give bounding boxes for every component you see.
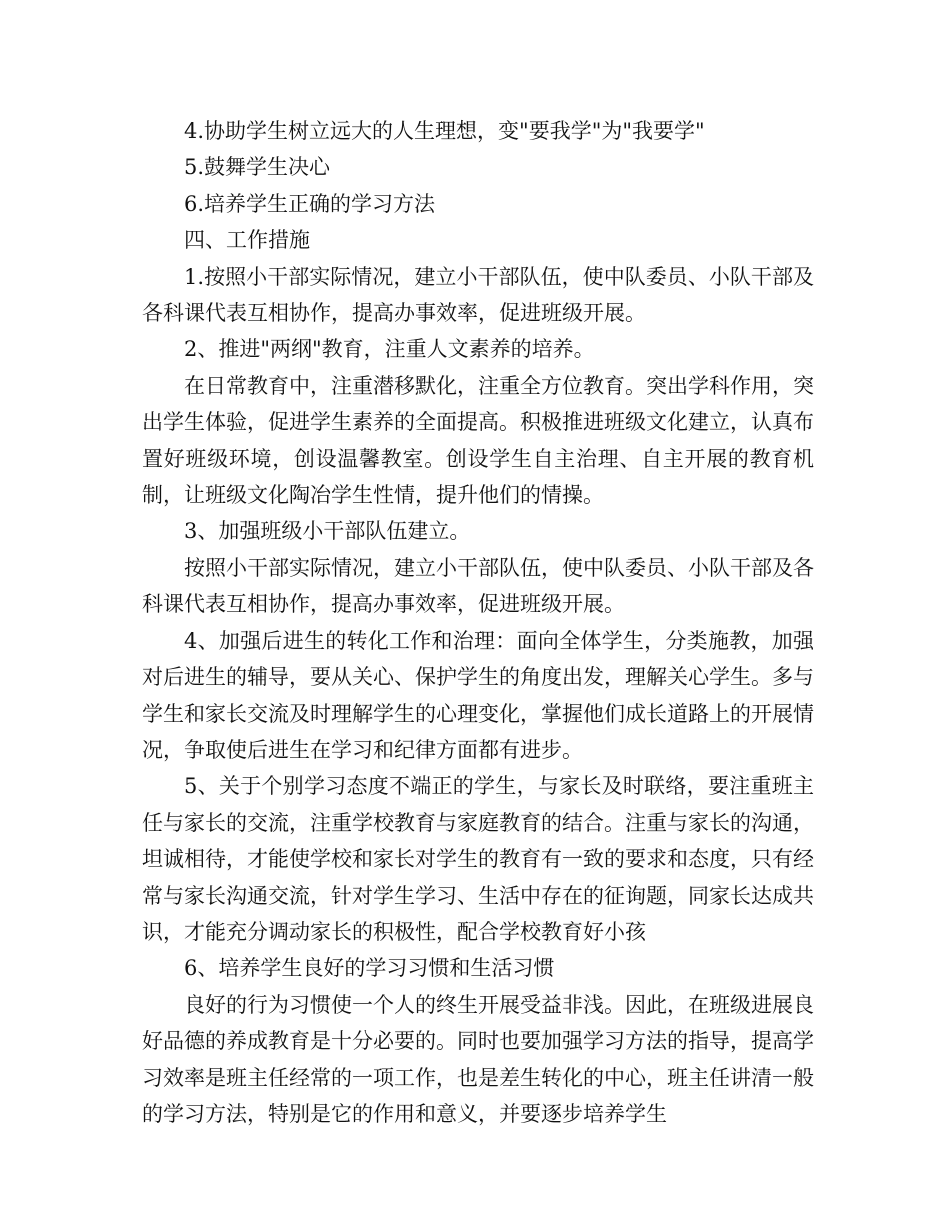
paragraph-measure-6: 6、培养学生良好的学习习惯和生活习惯 — [184, 956, 555, 981]
paragraph-measure-2-body: 在日常教育中，注重潜移默化，注重全方位教育。突出学科作用，突出学生体验，促进学生素养的全面提高。积极推进班级文化建立，认真布置好班级环境，创设温馨教室。创设学生自主治理、自主开展的教育机制，让班级文化陶冶学生性情，提升他们的情操。 — [142, 373, 814, 508]
paragraph-goal-6: 6.培养学生正确的学习方法 — [184, 191, 436, 216]
paragraph-measure-3: 3、加强班级小干部队伍建立。 — [184, 519, 471, 544]
paragraph-measure-4: 4、加强后进生的转化工作和治理：面向全体学生，分类施教，加强对后进生的辅导，要从关心、保护学生的角度出发，理解关心学生。多与学生和家长交流及时理解学生的心理变化，掌握他们成长道路上的开展情况，争取使后进生在学习和纪律方面都有进步。 — [142, 628, 814, 762]
paragraph-measure-1: 1.按照小干部实际情况，建立小干部队伍，使中队委员、小队干部及各科课代表互相协作，提高办事效率，促进班级开展。 — [142, 264, 814, 326]
paragraph-measure-3-body: 按照小干部实际情况，建立小干部队伍，使中队委员、小队干部及各科课代表互相协作，提高办事效率，促进班级开展。 — [142, 555, 814, 617]
paragraph-measure-2: 2、推进"两纲"教育，注重人文素养的培养。 — [184, 337, 595, 362]
paragraph-measure-5: 5、关于个别学习态度不端正的学生，与家长及时联络，要注重班主任与家长的交流，注重学校教育与家庭教育的结合。注重与家长的沟通，坦诚相待，才能使学校和家长对学生的教育有一致的要求和态度，只有经常与家长沟通交流，针对学生学习、生活中存在的征询题，同家长达成共识，才能充分调动家长的积极性，配合学校教育好小孩 — [142, 774, 814, 944]
paragraph-goal-5: 5.鼓舞学生决心 — [184, 155, 331, 180]
paragraph-goal-4: 4.协助学生树立远大的人生理想，变"要我学"为"我要学" — [184, 119, 705, 143]
section-heading-measures: 四、工作措施 — [184, 228, 310, 253]
paragraph-measure-6-body: 良好的行为习惯使一个人的终生开展受益非浅。因此，在班级进展良好品德的养成教育是十分必要的。同时也要加强学习方法的指导，提高学习效率是班主任经常的一项工作，也是差生转化的中心，班主任讲清一般的学习方法，特别是它的作用和意义，并要逐步培养学生 — [142, 992, 814, 1126]
document-body — [142, 113, 814, 1132]
